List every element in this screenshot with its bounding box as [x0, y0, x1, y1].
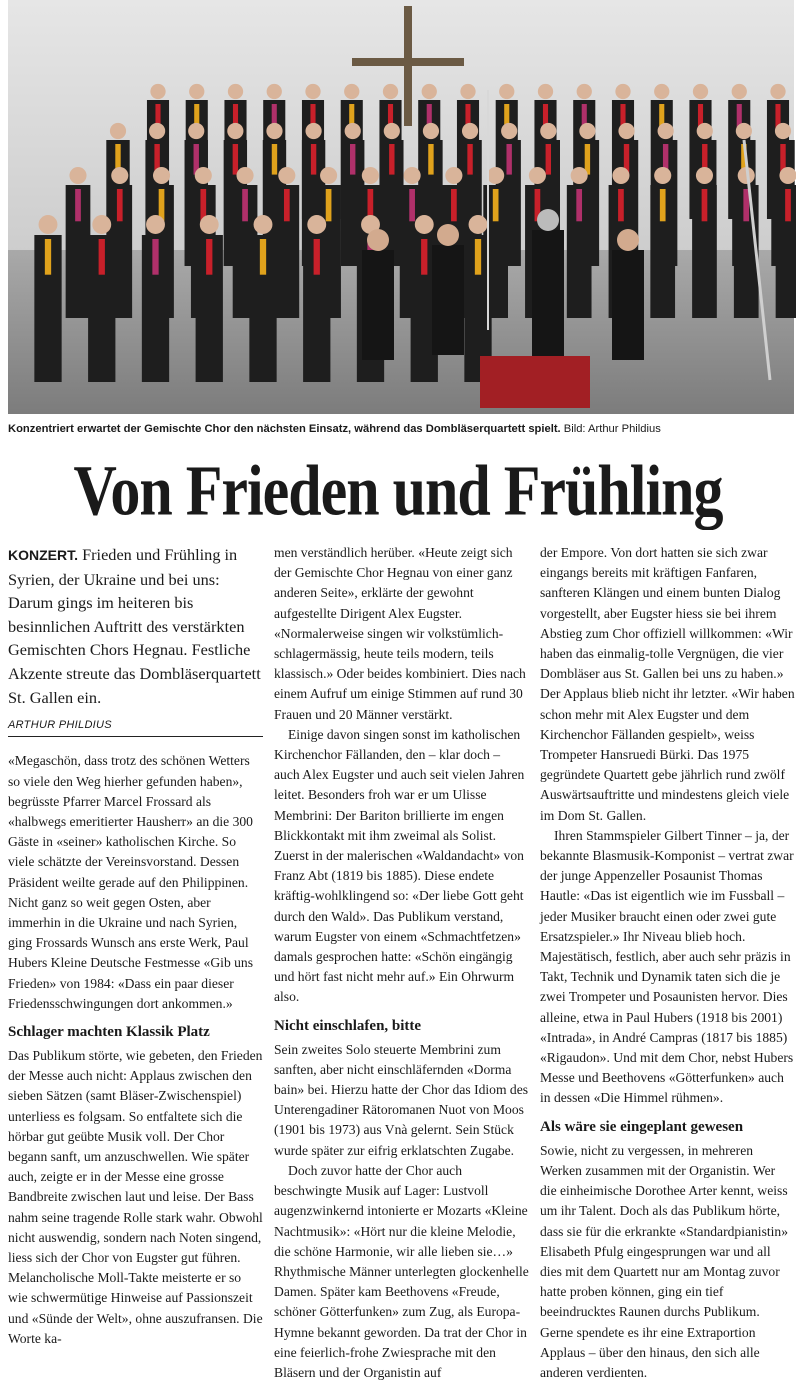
choir-photo [8, 0, 794, 414]
lead-text: Frieden und Frühling in Syrien, der Ukraine und bei uns: Darum gings im heiteren bis besinnlichen Auftritt des verstärkten Gemischten Chors Hegnau. Festliche Akzente streute das Dombläserquartett St. Gallen ein. [8, 545, 261, 707]
body-paragraph: Ihren Stammspieler Gilbert Tinner – ja, der bekannte Blasmusik-Komponist – vertrat zwar der junge Appenzeller Posaunist Thomas Hautle: «Das ist eigentlich wie im Fussball – jeder Musiker braucht einen oder zwei gute Ersatzspieler.» Ihr Niveau blieb hoch. Majestätisch, festlich, aber auch sehr präzis in Takt, Technik und Dynamik taten sich die je zwei Trompeter und Posaunisten hervor. Dies alleine, etwa in Paul Hubers (1918 bis 2001) «Intrada», in André Campras (1817 bis 1885) «Rigaudon». Und mit dem Chor, nebst Hubers Messe und Beethovens «Götterfunken» auch in dessen «Die Himmel rühmen». [540, 827, 794, 1106]
lead-kicker: KONZERT. [8, 547, 78, 563]
headline: Von Frieden und Frühling [73, 450, 723, 530]
subheading: Als wäre sie eingeplant gewesen [540, 1118, 744, 1135]
photo-caption [8, 422, 794, 436]
body-paragraph: «Megaschön, dass trotz des schönen Wetters so viele den Weg hierher gefunden haben», begrüsste Pfarrer Marcel Frossard als «halbwegs emeritierter Hausherr» an die 300 Gäste in «seiner» katholischen Kirche. So viele schätzte der Vereinsvorstand. Dessen Präsident weilte gerade auf den Philippinen. Nicht ganz so weit gegen Osten, aber immerhin in die Ukraine und nach Syrien, ging Frossards Wunsch ans erste Werk, Paul Hubers Kleine Deutsche Festmesse «Gib uns Frieden» von 1984: «Dass ein paar dieser Friedensschwingungen dort ankommen.» [8, 753, 254, 1011]
subheading: Nicht einschlafen, bitte [274, 1017, 422, 1034]
body-paragraph: Einige davon singen sonst im katholischen Kirchenchor Fällanden, den – klar doch – auch Alex Eugster und auch seit vielen Jahren leitet. Besonders froh war er um Ulisse Membrini: Der Bariton brillierte im engen Blickkontakt mit ihm zweimal als Solist. Zuerst in der malerischen «Waldandacht» von Franz Abt (1819 bis 1885). Diese endete kräftig-wohlklingend so: «Der liebe Gott geht durch den Wald». Das Publikum verstand, warum Eugster von einem «Schmachtfetzen» damals gesprochen hatte: «Schön eingängig und hört fast nicht mehr auf.» Ein Ohrwurm also. [274, 726, 525, 1005]
subheading: Schlager machten Klassik Platz [8, 1024, 210, 1040]
body-paragraph: Sowie, nicht zu vergessen, in mehreren Werken zusammen mit der Organistin. Wer die einheimische Dorothee Arter kennt, weiss um ihr Talent. Doch als das Publikum hörte, dass sie für die erkrankte «Standardpianistin» Elisabeth Pfulg eingesprungen war und all dies mit dem Quartett nur am Montag zuvor hatte proben können, ging ein tief beeindrucktes Raunen durchs Publikum. Gerne spendete es ihr eine Extraportion Applaus – über den hinaus, den sich alle anderen verdienten. [540, 1142, 789, 1380]
lead-paragraph [8, 543, 263, 709]
column-2 [274, 543, 529, 1380]
body-paragraph: Sein zweites Solo steuerte Membrini zum sanften, aber nicht einschläfernden «Dorma bain» bei. Hierzu hatte der Chor das Idiom des Unterengadiner Rätoromanen Nuot von Moos (1901 bis 1973) aus Vnà gelernt. Sein Stück wurde später zur eifrig erklatschten Zugabe. [274, 1041, 529, 1158]
column-3 [540, 543, 795, 1380]
body-paragraph: der Empore. Von dort hatten sie sich zwar eingangs bereits mit kräftigen Fanfaren, sanfteren Klängen und einem bunten Dialog vorgestellt, aber Eugster hiess sie bei ihrem Abstieg zum Chor offiziell willkommen: «Wir haben das einmalig-tolle Vergnügen, die vier Dombläser aus St. Gallen bei uns zu haben.» Der Applaus blieb nicht ihr letzter. «Wir haben schon mehr mit Alex Eugster und dem Kirchenchor Fällanden gespielt», weiss Trompeter Hansruedi Bürki. Das 1975 gegründete Quartett gebe jährlich rund zwölf Auswärtsauftritte und mindestens gleich viele im Dom St. Gallen. [540, 545, 795, 823]
body-paragraph: Doch zuvor hatte der Chor auch beschwingte Musik auf Lager: Lustvoll augenzwinkernd intonierte er Mozarts «Kleine Nachtmusik»: «Hört nur die kleine Melodie, die schöne Harmonie, wir alle lieben sie…» Rhythmische Männer unterlegten glockenhelle Damen. Später kam Beethovens «Freude, schöner Götterfunken» zum Zug, als Europa-Hymne bekannt geworden. Da trat der Chor in eine feierlich-frohe Zwiesprache mit den Bläsern und der Organistin auf [274, 1162, 529, 1380]
column-1 [8, 543, 263, 1348]
body-paragraph: Das Publikum störte, wie gebeten, den Frieden der Messe auch nicht: Applaus zwischen den sieben Sätzen (samt Bläser-Zwischenspiel) unterliess es folgsam. So entfaltete sich die hörbar gut geübte Musik voll. Der Chor begann sanft, um anzuschwellen. Wie später auch, zeigte er in der Messe eine grosse Bandbreite zwischen laut und leise. Der Bass nahm seine tragende Rolle stark wahr. Obwohl nicht auswendig, sondern nach Noten singend, liess sich der Chor von Eugster gut führen. Melancholische Moll-Takte meisterte er so wie schwermütige Hinweise auf Passionszeit und «Sünde der Welt», ohne auszufransen. Die Worte ka- [8, 1048, 263, 1346]
author-byline: ARTHUR PHILDIUS [8, 715, 263, 737]
photo-credit: Bild: Arthur Phildius [563, 423, 661, 435]
body-paragraph: men verständlich herüber. «Heute zeigt sich der Gemischte Chor Hegnau von einer ganz anderen Seite», erklärte der gewohnt aufgestellte Dirigent Alex Eugster. «Normalerweise singen wir volkstümlich-schlagermässig, heute teils modern, teils klassisch.» Oder beides kombiniert. Dies nach einem Aufruf um einige Stimmen auf rund 30 Frauen und 20 Männer verstärkt. [274, 545, 526, 722]
caption-text: Konzentriert erwartet der Gemischte Chor den nächsten Einsatz, während das Dombläserquartett spielt. [8, 423, 561, 435]
